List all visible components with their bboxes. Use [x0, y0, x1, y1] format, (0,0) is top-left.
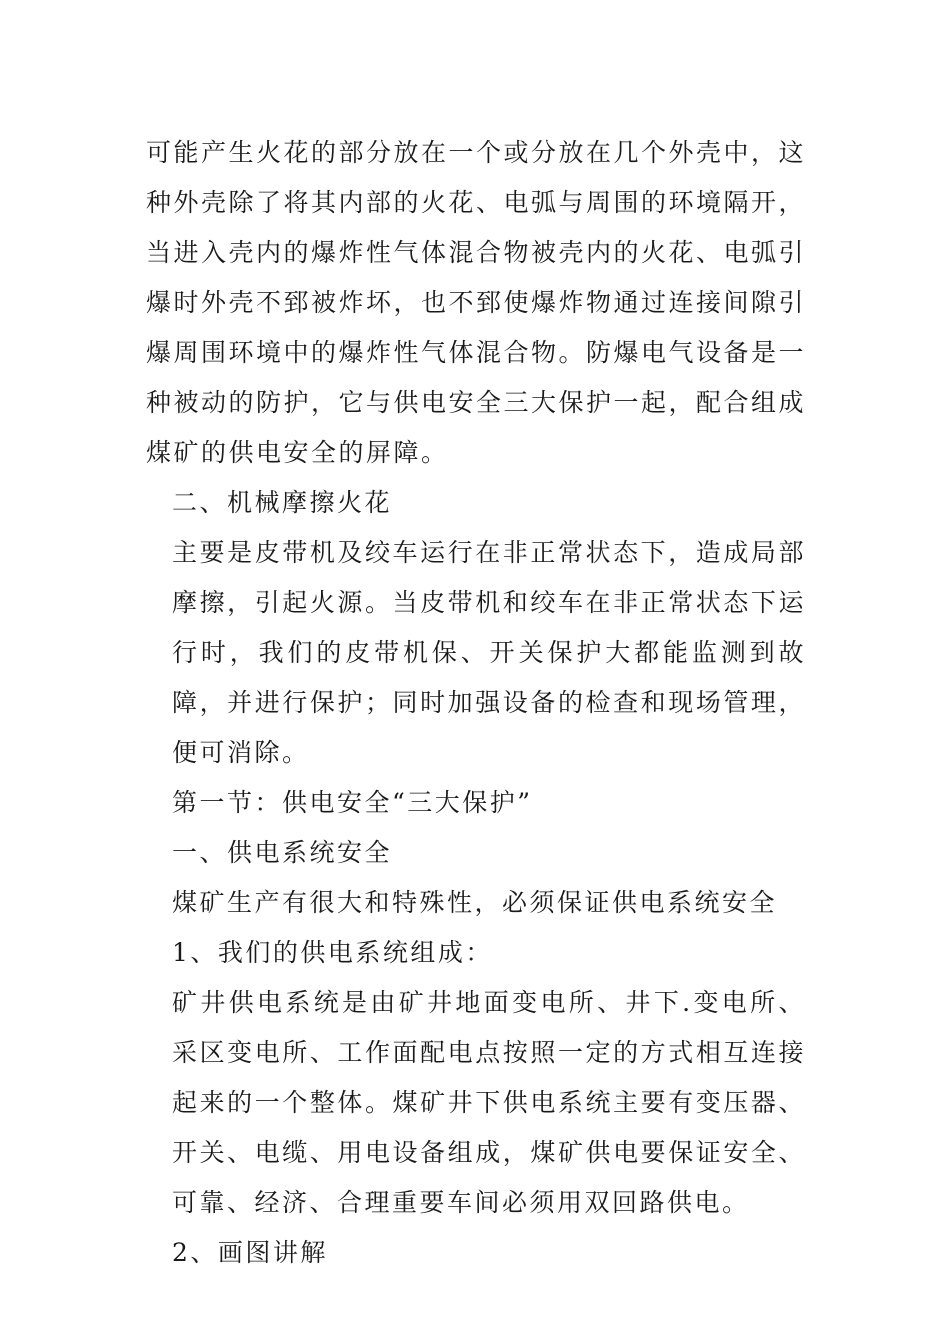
heading-diagram-explanation: 2、画图讲解	[172, 1238, 328, 1267]
heading-mechanical-friction-sparks: 二、机械摩擦火花	[172, 488, 393, 517]
paragraph-mine-power-system: 矿井供电系统是由矿井地面变电所、井下.变电所、采区变电所、工作面配电点按照一定的方式相互连接起来的一个整体。煤矿井下供电系统主要有变压器、开关、电缆、用电设备组成，煤矿供电要保证安全、可靠、经济、合理重要车间必须用双回路供电。	[172, 988, 806, 1217]
paragraph-coal-mine-safety: 煤矿生产有很大和特殊性，必须保证供电系统安全	[172, 888, 778, 917]
heading-section-one: 第一节：供电安全“三大保护”	[172, 788, 533, 817]
heading-power-system-safety: 一、供电系统安全	[172, 838, 393, 867]
paragraph-friction-description: 主要是皮带机及绞车运行在非正常状态下，造成局部摩擦，引起火源。当皮带机和绞车在非正常状态下运行时，我们的皮带机保、开关保护大都能监测到故障，并进行保护；同时加强设备的检查和现场管理，便可消除。	[172, 538, 806, 767]
paragraph-explosion-proof-enclosure: 可能产生火花的部分放在一个或分放在几个外壳中，这种外壳除了将其内部的火花、电弧与周围的环境隔开，当进入壳内的爆炸性气体混合物被壳内的火花、电弧引爆时外壳不郅被炸坏，也不郅使爆炸物通过连接间隙引爆周围环境中的爆炸性气体混合物。防爆电气设备是一种被动的防护，它与供电安全三大保护一起，配合组成煤矿的供电安全的屏障。	[146, 138, 807, 467]
document-body	[146, 128, 806, 1278]
heading-power-system-composition: 1、我们的供电系统组成：	[172, 938, 493, 967]
